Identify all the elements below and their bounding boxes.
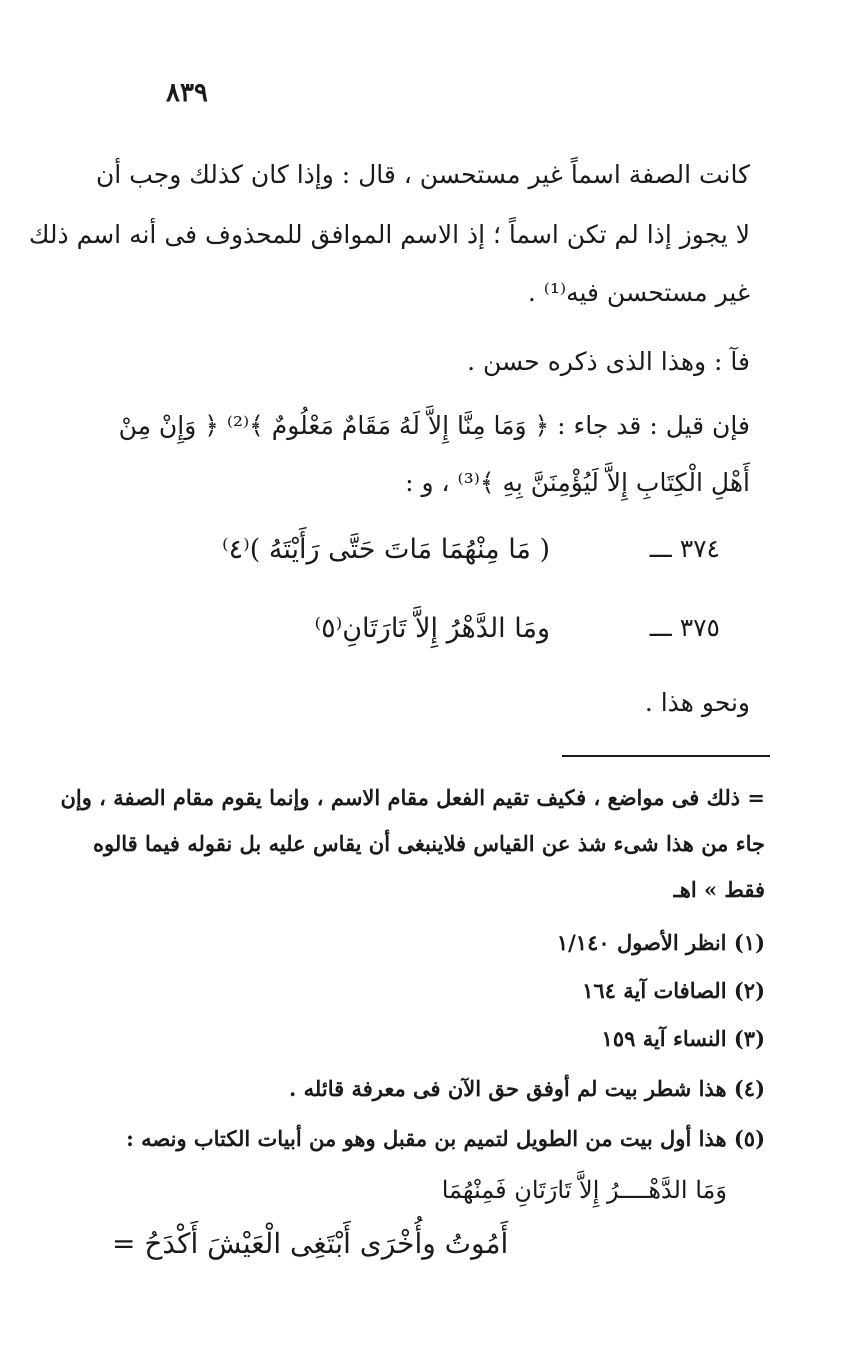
footnote-continuation-line-3: فقط » اهـ — [673, 877, 765, 902]
footnote-4: (٤) هذا شطر بيت لم أوفق حق الآن فى معرفة قائله . — [289, 1076, 765, 1101]
footnote-poem-line-2: أَمُوتُ وأُخْرَى أَبْتَغِى الْعَيْشَ أَكْدَحُ = — [112, 1227, 509, 1260]
page-number: ٨٣٩ — [166, 78, 208, 108]
body-line-5: فإن قيل : قد جاء : ﴿ وَمَا مِنَّا إِلاَّ لَهُ مَقَامٌ مَعْلُومٌ ﴾⁽²⁾ ﴿ وَإِنْ مِنْ — [118, 411, 750, 440]
verse-text: ومَا الدَّهْرُ إِلاَّ تَارَتَانِ⁽٥⁾ — [314, 613, 550, 644]
footnote-poem-line-1: وَمَا الدَّهْــــرُ إِلاَّ تَارَتَانِ فَمِنْهُمَا — [441, 1176, 727, 1204]
footnote-5: (٥) هذا أول بيت من الطويل لتميم بن مقبل وهو من أبيات الكتاب ونصه : — [126, 1126, 765, 1151]
footnote-continuation-line-1: = ذلك فى مواضع ، فكيف تقيم الفعل مقام الاسم ، وإنما يقوم مقام الصفة ، وإن — [60, 785, 765, 810]
body-line-4: فآ : وهذا الذى ذكره حسن . — [467, 347, 750, 376]
footnote-2: (٢) الصافات آية ١٦٤ — [582, 978, 765, 1003]
body-line-3: غير مستحسن فيه⁽¹⁾ . — [527, 278, 750, 307]
footnote-divider — [562, 755, 770, 757]
body-line-2: لا يجوز إذا لم تكن اسماً ؛ إذ الاسم الموافق للمحذوف فى أنه اسم ذلك — [28, 220, 750, 249]
verse-374 — [118, 534, 750, 574]
verse-375 — [118, 613, 750, 653]
body-line-1: كانت الصفة اسماً غير مستحسن ، قال : وإذا كان كذلك وجب أن — [95, 160, 750, 189]
verse-number: ٣٧٤ ـــ — [649, 534, 720, 563]
footnote-continuation-line-2: جاء من هذا شىء شذ عن القياس فلاينبغى أن يقاس عليه بل نقوله فيما قالوه — [93, 831, 765, 856]
verse-number: ٣٧٥ ـــ — [649, 613, 720, 642]
footnote-1: (١) انظر الأصول ١/١٤٠ — [556, 930, 765, 955]
body-line-6: أَهْلِ الْكِتَابِ إِلاَّ لَيُؤْمِنَنَّ بِهِ ﴾⁽³⁾ ، و : — [405, 468, 750, 497]
verse-text: ( مَا مِنْهُمَا مَاتَ حَتَّى رَأَيْتَهُ )⁽٤⁾ — [221, 534, 550, 565]
footnote-3: (٣) النساء آية ١٥٩ — [601, 1026, 765, 1051]
closing-line: ونحو هذا . — [644, 688, 750, 717]
